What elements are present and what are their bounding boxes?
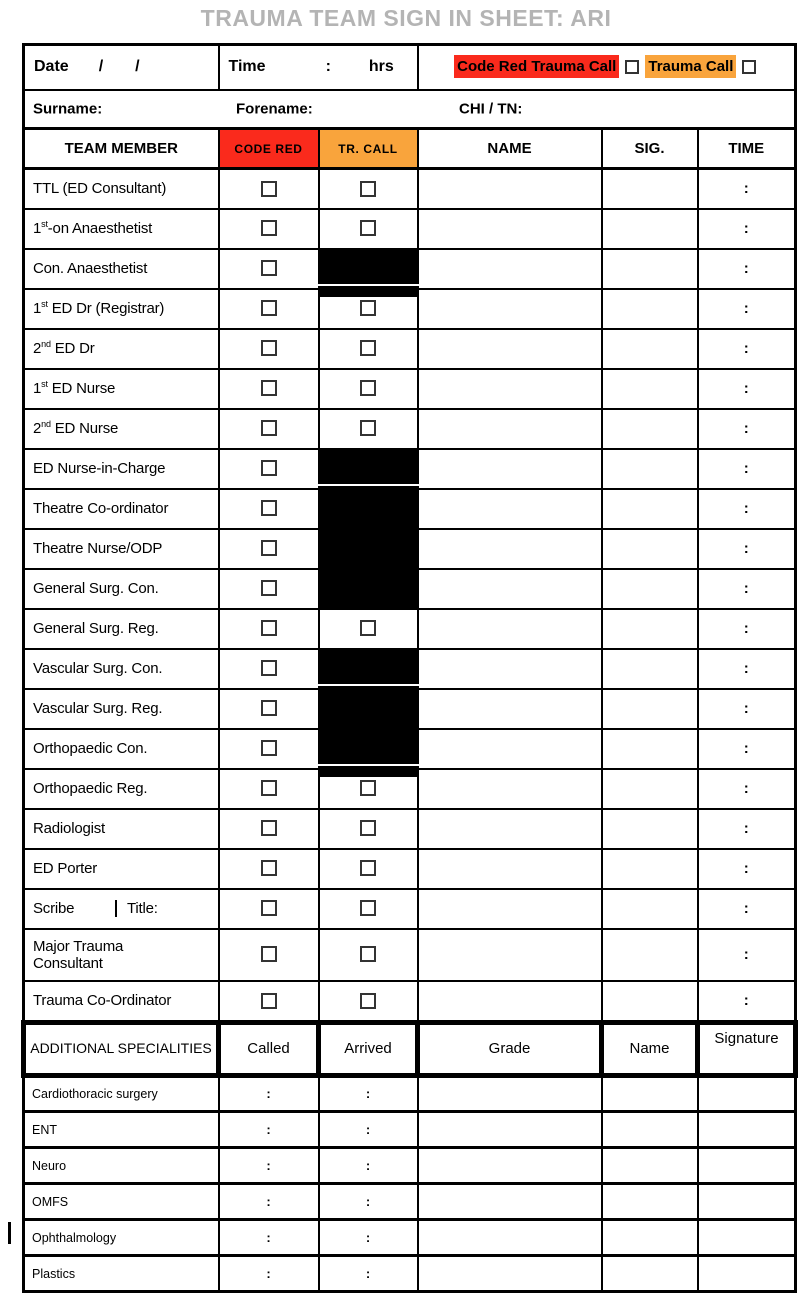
header-sig: SIG. xyxy=(602,129,698,169)
member-label-cell: Major Trauma Consultant xyxy=(24,929,219,981)
trauma-call-checkbox[interactable] xyxy=(742,60,756,74)
sig-cell[interactable] xyxy=(602,369,698,409)
sig-cell[interactable] xyxy=(602,609,698,649)
speciality-row xyxy=(24,1076,796,1112)
team-row xyxy=(24,609,796,649)
member-label-cell: TTL (ED Consultant) xyxy=(24,169,219,209)
name-cell[interactable] xyxy=(418,649,602,689)
time-colon: : xyxy=(743,499,749,517)
grade-cell[interactable] xyxy=(418,1220,602,1256)
sig-cell[interactable] xyxy=(602,489,698,529)
code-red-cell xyxy=(219,609,319,649)
code-red-cell xyxy=(219,489,319,529)
patient-details-cell[interactable] xyxy=(24,90,796,129)
called-cell[interactable] xyxy=(219,1112,319,1148)
tr-call-checkbox[interactable] xyxy=(360,181,376,197)
additional-specialities-header-row xyxy=(24,1023,796,1076)
header-grade: Grade xyxy=(418,1023,602,1076)
redaction-gap xyxy=(318,684,419,686)
arrived-cell[interactable] xyxy=(319,1220,418,1256)
sig-cell[interactable] xyxy=(602,329,698,369)
tr-call-cell xyxy=(319,489,418,529)
time-cell[interactable] xyxy=(698,689,796,729)
member-label-cell: 1st ED Nurse xyxy=(24,369,219,409)
time-colon: : xyxy=(365,1193,371,1209)
header-tr-call: TR. CALL xyxy=(319,129,418,169)
tr-call-checkbox[interactable] xyxy=(360,300,376,316)
time-colon: : xyxy=(743,739,749,757)
tr-call-cell xyxy=(319,329,418,369)
time-colon: : xyxy=(743,339,749,357)
time-field[interactable] xyxy=(219,45,418,90)
sig-cell[interactable] xyxy=(602,569,698,609)
code-red-checkbox[interactable] xyxy=(261,420,277,436)
name-cell[interactable] xyxy=(418,489,602,529)
team-row xyxy=(24,169,796,209)
time-cell[interactable] xyxy=(698,449,796,489)
code-red-checkbox[interactable] xyxy=(261,460,277,476)
name-cell[interactable] xyxy=(418,329,602,369)
redaction-gap xyxy=(318,284,419,286)
member-label-cell: 1st ED Dr (Registrar) xyxy=(24,289,219,329)
name-cell[interactable] xyxy=(418,769,602,809)
member-label-cell: General Surg. Con. xyxy=(24,569,219,609)
time-colon: : xyxy=(266,1157,271,1173)
sig-cell[interactable] xyxy=(602,409,698,449)
tr-call-checkbox[interactable] xyxy=(360,220,376,236)
speciality-row xyxy=(24,1112,796,1148)
tr-call-cell xyxy=(319,169,418,209)
code-red-cell xyxy=(219,449,319,489)
team-row xyxy=(24,889,796,929)
tr-call-cell xyxy=(319,409,418,449)
code-red-checkbox[interactable] xyxy=(261,740,277,756)
time-colon: : xyxy=(743,179,749,197)
time-colon: : xyxy=(743,779,749,797)
forename-label: Forename: xyxy=(236,100,313,118)
time-colon: : xyxy=(266,1265,271,1281)
time-cell[interactable] xyxy=(698,249,796,289)
spec-name-cell[interactable] xyxy=(602,1076,698,1112)
time-colon: : xyxy=(365,1157,371,1173)
time-cell[interactable] xyxy=(698,289,796,329)
member-title-field[interactable]: Title: xyxy=(127,900,158,917)
team-row xyxy=(24,489,796,529)
team-row xyxy=(24,849,796,889)
sig-cell[interactable] xyxy=(602,449,698,489)
chi-tn-label: CHI / TN: xyxy=(459,100,523,118)
arrived-cell[interactable] xyxy=(319,1076,418,1112)
code-red-checkbox[interactable] xyxy=(261,700,277,716)
name-cell[interactable] xyxy=(418,929,602,981)
time-colon: : xyxy=(365,1086,371,1101)
sig-cell[interactable] xyxy=(602,249,698,289)
code-red-cell xyxy=(219,729,319,769)
header-signature: Signature xyxy=(698,1023,796,1076)
time-colon: : xyxy=(365,1265,371,1281)
team-row xyxy=(24,729,796,769)
redaction-block xyxy=(318,566,419,608)
trauma-call-label: Trauma Call xyxy=(645,55,736,78)
code-red-checkbox[interactable] xyxy=(261,860,277,876)
tr-call-checkbox[interactable] xyxy=(360,420,376,436)
tr-call-cell xyxy=(319,529,418,569)
time-cell[interactable] xyxy=(698,981,796,1023)
tr-call-cell xyxy=(319,449,418,489)
time-cell[interactable] xyxy=(698,769,796,809)
code-red-cell xyxy=(219,369,319,409)
code-red-cell xyxy=(219,929,319,981)
name-cell[interactable] xyxy=(418,409,602,449)
header-additional-specialities: ADDITIONAL SPECIALITIES xyxy=(24,1023,219,1076)
code-red-checkbox[interactable] xyxy=(261,993,277,1009)
team-row xyxy=(24,329,796,369)
time-cell[interactable] xyxy=(698,169,796,209)
header-arrived: Arrived xyxy=(319,1023,418,1076)
time-colon: : xyxy=(743,579,749,597)
time-cell[interactable] xyxy=(698,209,796,249)
spec-name-cell[interactable] xyxy=(602,1148,698,1184)
tr-call-checkbox[interactable] xyxy=(360,380,376,396)
spec-name-cell[interactable] xyxy=(602,1220,698,1256)
team-row xyxy=(24,209,796,249)
date-slash: / xyxy=(135,58,140,76)
sig-cell[interactable] xyxy=(602,529,698,569)
time-colon: : xyxy=(743,945,749,963)
time-colon: : xyxy=(743,699,749,717)
code-red-cell xyxy=(219,169,319,209)
team-row xyxy=(24,689,796,729)
header-name: NAME xyxy=(418,129,602,169)
tr-call-cell xyxy=(319,929,418,981)
tr-call-cell xyxy=(319,209,418,249)
tr-call-checkbox[interactable] xyxy=(360,780,376,796)
time-colon: : xyxy=(365,1229,371,1245)
code-red-cell xyxy=(219,809,319,849)
member-label-cell: Theatre Nurse/ODP xyxy=(24,529,219,569)
tr-call-cell xyxy=(319,609,418,649)
speciality-label-cell: Plastics xyxy=(24,1256,219,1292)
team-table-header-row xyxy=(24,129,796,169)
header-code-red: CODE RED xyxy=(219,129,319,169)
signature-cell[interactable] xyxy=(698,1148,796,1184)
sig-cell[interactable] xyxy=(602,649,698,689)
team-row xyxy=(24,569,796,609)
tr-call-checkbox[interactable] xyxy=(360,820,376,836)
name-cell[interactable] xyxy=(418,169,602,209)
signature-cell[interactable] xyxy=(698,1220,796,1256)
team-row xyxy=(24,649,796,689)
time-cell[interactable] xyxy=(698,369,796,409)
code-red-checkbox[interactable] xyxy=(261,620,277,636)
tr-call-checkbox[interactable] xyxy=(360,620,376,636)
code-red-cell xyxy=(219,409,319,449)
member-label-cell: Radiologist xyxy=(24,809,219,849)
name-cell[interactable] xyxy=(418,729,602,769)
time-colon: : xyxy=(743,379,749,397)
tr-call-cell xyxy=(319,649,418,689)
spec-name-cell[interactable] xyxy=(602,1256,698,1292)
time-cell[interactable] xyxy=(698,889,796,929)
time-colon: : xyxy=(743,259,749,277)
signature-cell[interactable] xyxy=(698,1256,796,1292)
team-row xyxy=(24,981,796,1023)
time-colon: : xyxy=(743,899,749,917)
member-label-cell: Orthopaedic Con. xyxy=(24,729,219,769)
tr-call-cell xyxy=(319,689,418,729)
code-red-checkbox[interactable] xyxy=(261,300,277,316)
code-red-checkbox[interactable] xyxy=(261,540,277,556)
signature-cell[interactable] xyxy=(698,1076,796,1112)
code-red-checkbox[interactable] xyxy=(261,220,277,236)
code-red-cell xyxy=(219,249,319,289)
time-colon: : xyxy=(743,419,749,437)
time-cell[interactable] xyxy=(698,849,796,889)
team-row xyxy=(24,809,796,849)
member-label-cell: Con. Anaesthetist xyxy=(24,249,219,289)
member-label-cell: Theatre Co-ordinator xyxy=(24,489,219,529)
sig-cell[interactable] xyxy=(602,809,698,849)
redaction-block xyxy=(318,726,419,777)
member-label-cell: Vascular Surg. Con. xyxy=(24,649,219,689)
redaction-gap xyxy=(318,764,419,766)
name-cell[interactable] xyxy=(418,449,602,489)
called-cell[interactable] xyxy=(219,1148,319,1184)
code-red-cell xyxy=(219,981,319,1023)
time-colon: : xyxy=(743,619,749,637)
time-cell[interactable] xyxy=(698,409,796,449)
code-red-checkbox[interactable] xyxy=(261,181,277,197)
tr-call-cell xyxy=(319,889,418,929)
sig-cell[interactable] xyxy=(602,769,698,809)
code-red-checkbox[interactable] xyxy=(261,500,277,516)
date-slash: / xyxy=(98,58,104,76)
time-cell[interactable] xyxy=(698,729,796,769)
time-cell[interactable] xyxy=(698,529,796,569)
team-row xyxy=(24,409,796,449)
time-cell[interactable] xyxy=(698,809,796,849)
member-label-cell: 2nd ED Dr xyxy=(24,329,219,369)
speciality-label-cell: OMFS xyxy=(24,1184,219,1220)
time-colon: : xyxy=(743,859,749,877)
called-cell[interactable] xyxy=(219,1076,319,1112)
date-field[interactable] xyxy=(24,45,219,90)
code-red-cell xyxy=(219,289,319,329)
patient-details-row xyxy=(24,90,796,129)
speciality-row xyxy=(24,1220,796,1256)
speciality-label-cell: Neuro xyxy=(24,1148,219,1184)
tr-call-cell xyxy=(319,849,418,889)
code-red-cell xyxy=(219,849,319,889)
code-red-checkbox[interactable] xyxy=(261,380,277,396)
time-colon: : xyxy=(743,991,749,1009)
tr-call-checkbox[interactable] xyxy=(360,946,376,962)
code-red-cell xyxy=(219,329,319,369)
code-red-checkbox[interactable] xyxy=(261,660,277,676)
code-red-checkbox[interactable] xyxy=(261,260,277,276)
member-label-cell: 2nd ED Nurse xyxy=(24,409,219,449)
time-colon: : xyxy=(365,1121,371,1137)
date-label: Date xyxy=(34,58,69,76)
tr-call-checkbox[interactable] xyxy=(360,860,376,876)
name-cell[interactable] xyxy=(418,809,602,849)
trauma-sign-in-table xyxy=(21,43,798,1293)
name-cell[interactable] xyxy=(418,609,602,649)
call-type-banner xyxy=(418,45,796,90)
member-label-cell: General Surg. Reg. xyxy=(24,609,219,649)
time-colon: : xyxy=(325,58,331,76)
sig-cell[interactable] xyxy=(602,729,698,769)
arrived-cell[interactable] xyxy=(319,1184,418,1220)
tr-call-cell xyxy=(319,729,418,769)
tr-call-cell xyxy=(319,569,418,609)
speciality-label-cell: Ophthalmology xyxy=(24,1220,219,1256)
time-colon: : xyxy=(743,539,749,557)
member-label-cell: ED Nurse-in-Charge xyxy=(24,449,219,489)
surname-label: Surname: xyxy=(33,100,103,118)
time-colon: : xyxy=(266,1121,271,1137)
name-cell[interactable] xyxy=(418,209,602,249)
header-spec-name: Name xyxy=(602,1023,698,1076)
grade-cell[interactable] xyxy=(418,1256,602,1292)
time-colon: : xyxy=(743,299,749,317)
sig-cell[interactable] xyxy=(602,209,698,249)
date-time-row xyxy=(24,45,796,90)
member-label-cell: Trauma Co-Ordinator xyxy=(24,981,219,1023)
tr-call-checkbox[interactable] xyxy=(360,900,376,916)
signature-cell[interactable] xyxy=(698,1184,796,1220)
tr-call-cell xyxy=(319,981,418,1023)
called-cell[interactable] xyxy=(219,1184,319,1220)
time-colon: : xyxy=(743,219,749,237)
name-cell[interactable] xyxy=(418,289,602,329)
page-title: TRAUMA TEAM SIGN IN SHEET: ARI xyxy=(200,5,612,31)
code-red-checkbox[interactable] xyxy=(261,340,277,356)
code-red-cell xyxy=(219,689,319,729)
speciality-row xyxy=(24,1184,796,1220)
time-colon: : xyxy=(743,819,749,837)
member-label-cell: ED Porter xyxy=(24,849,219,889)
member-label-cell: 1st-on Anaesthetist xyxy=(24,209,219,249)
name-cell[interactable] xyxy=(418,981,602,1023)
arrived-cell[interactable] xyxy=(319,1256,418,1292)
header-team-member: TEAM MEMBER xyxy=(24,129,219,169)
code-red-checkbox[interactable] xyxy=(261,946,277,962)
called-cell[interactable] xyxy=(219,1256,319,1292)
team-row xyxy=(24,449,796,489)
time-cell[interactable] xyxy=(698,329,796,369)
arrived-cell[interactable] xyxy=(319,1112,418,1148)
team-row xyxy=(24,249,796,289)
code-red-checkbox[interactable] xyxy=(261,580,277,596)
code-red-trauma-call-label: Code Red Trauma Call xyxy=(454,55,619,78)
sig-cell[interactable] xyxy=(602,289,698,329)
name-cell[interactable] xyxy=(418,849,602,889)
sig-cell[interactable] xyxy=(602,689,698,729)
sig-cell[interactable] xyxy=(602,169,698,209)
time-cell[interactable] xyxy=(698,489,796,529)
grade-cell[interactable] xyxy=(418,1076,602,1112)
time-cell[interactable] xyxy=(698,609,796,649)
sig-cell[interactable] xyxy=(602,849,698,889)
tr-call-cell xyxy=(319,249,418,289)
member-label-cell: Orthopaedic Reg. xyxy=(24,769,219,809)
code-red-cell xyxy=(219,889,319,929)
tr-call-cell xyxy=(319,369,418,409)
code-red-cell xyxy=(219,569,319,609)
sig-cell[interactable] xyxy=(602,981,698,1023)
code-red-checkbox[interactable] xyxy=(261,900,277,916)
code-red-trauma-call-checkbox[interactable] xyxy=(625,60,639,74)
name-cell[interactable] xyxy=(418,369,602,409)
member-label-cell: Vascular Surg. Reg. xyxy=(24,689,219,729)
spec-name-cell[interactable] xyxy=(602,1112,698,1148)
time-colon: : xyxy=(743,459,749,477)
name-cell[interactable] xyxy=(418,889,602,929)
team-row xyxy=(24,369,796,409)
time-unit-label: hrs xyxy=(368,58,394,76)
tr-call-checkbox[interactable] xyxy=(360,340,376,356)
code-red-cell xyxy=(219,649,319,689)
stray-mark xyxy=(8,1222,11,1244)
code-red-checkbox[interactable] xyxy=(261,780,277,796)
signature-cell[interactable] xyxy=(698,1112,796,1148)
grade-cell[interactable] xyxy=(418,1184,602,1220)
team-row xyxy=(24,529,796,569)
time-colon: : xyxy=(266,1193,271,1209)
speciality-row xyxy=(24,1148,796,1184)
time-cell[interactable] xyxy=(698,649,796,689)
time-cell[interactable] xyxy=(698,569,796,609)
time-colon: : xyxy=(266,1086,271,1101)
name-cell[interactable] xyxy=(418,249,602,289)
grade-cell[interactable] xyxy=(418,1112,602,1148)
time-cell[interactable] xyxy=(698,929,796,981)
time-colon: : xyxy=(266,1229,271,1245)
time-colon: : xyxy=(743,659,749,677)
member-label-cell xyxy=(24,889,219,929)
sig-cell[interactable] xyxy=(602,929,698,981)
header-time: TIME xyxy=(698,129,796,169)
code-red-cell xyxy=(219,769,319,809)
arrived-cell[interactable] xyxy=(319,1148,418,1184)
called-cell[interactable] xyxy=(219,1220,319,1256)
name-cell[interactable] xyxy=(418,569,602,609)
tr-call-checkbox[interactable] xyxy=(360,993,376,1009)
redaction-gap xyxy=(318,484,419,486)
time-label: Time xyxy=(228,58,266,76)
speciality-row xyxy=(24,1256,796,1292)
name-cell[interactable] xyxy=(418,689,602,729)
tr-call-cell xyxy=(319,809,418,849)
sig-cell[interactable] xyxy=(602,889,698,929)
team-row xyxy=(24,929,796,981)
spec-name-cell[interactable] xyxy=(602,1184,698,1220)
grade-cell[interactable] xyxy=(418,1148,602,1184)
member-label: Scribe xyxy=(25,900,117,917)
redaction-block xyxy=(318,250,419,297)
name-cell[interactable] xyxy=(418,529,602,569)
speciality-label-cell: Cardiothoracic surgery xyxy=(24,1076,219,1112)
code-red-cell xyxy=(219,209,319,249)
speciality-label-cell: ENT xyxy=(24,1112,219,1148)
code-red-checkbox[interactable] xyxy=(261,820,277,836)
header-called: Called xyxy=(219,1023,319,1076)
code-red-cell xyxy=(219,529,319,569)
